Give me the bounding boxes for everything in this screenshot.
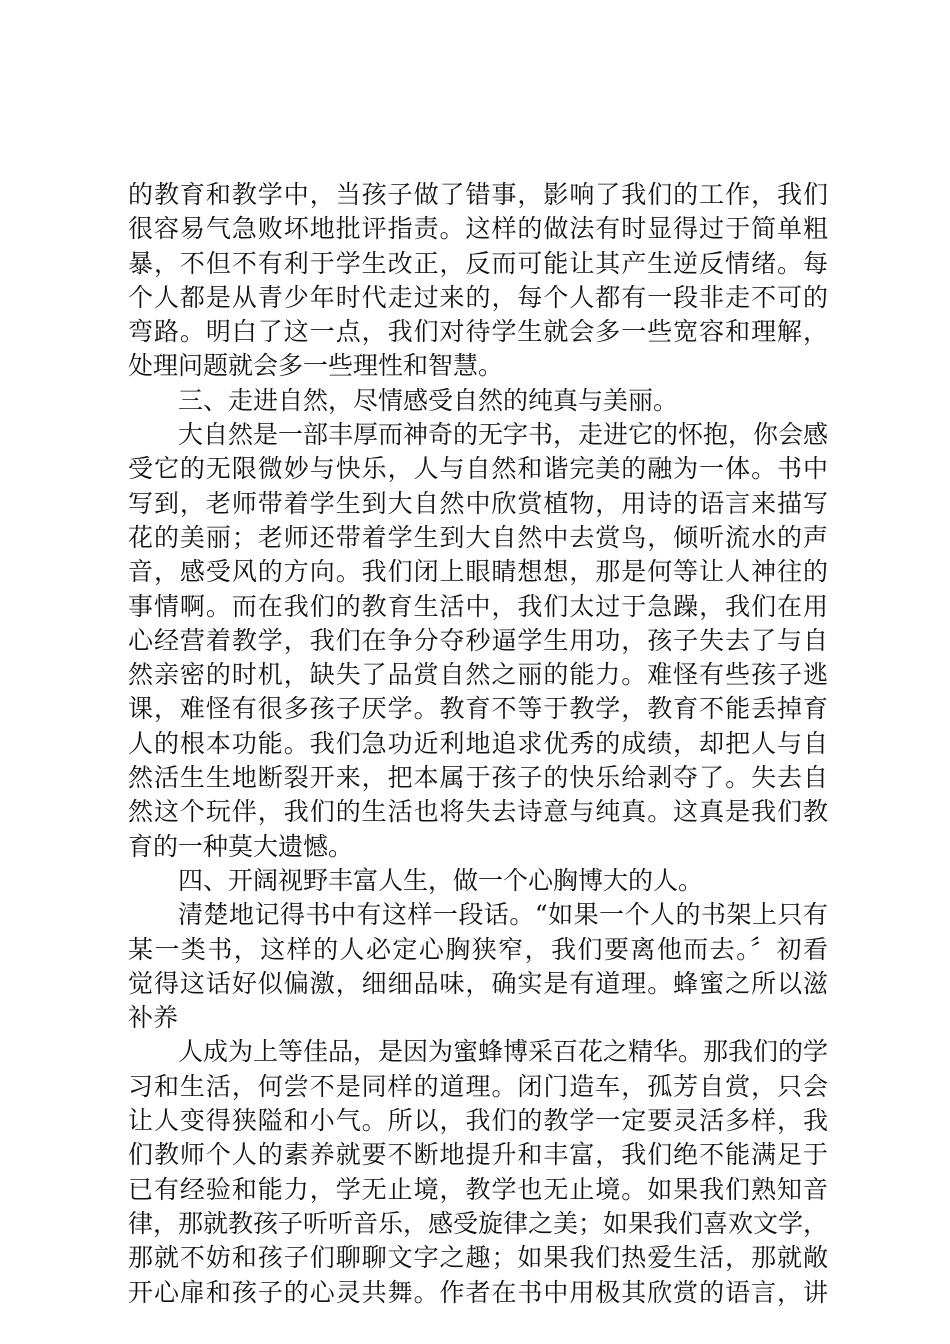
text-line: 开心扉和孩子的心灵共舞。作者在书中用极其欣赏的语言，讲	[128, 1277, 828, 1307]
text-line: 花的美丽；老师还带着学生到大自然中去赏鸟，倾听流水的声	[128, 522, 828, 552]
text-line: 然亲密的时机，缺失了品赏自然之丽的能力。难怪有些孩子逃	[128, 660, 828, 690]
text-line: 人的根本功能。我们急功近利地追求优秀的成绩，却把人与自	[128, 728, 828, 758]
text-line: 补养	[128, 1003, 179, 1033]
text-line: 写到，老师带着学生到大自然中欣赏植物，用诗的语言来描写	[128, 488, 828, 518]
text-line: 个人都是从青少年时代走过来的，每个人都有一段非走不可的	[128, 282, 828, 312]
text-line: 习和生活，何尝不是同样的道理。闭门造车，孤芳自赏，只会	[128, 1071, 828, 1101]
text-line: 心经营着教学，我们在争分夺秒逼学生用功，孩子失去了与自	[128, 625, 828, 655]
text-line: 弯路。明白了这一点，我们对待学生就会多一些宽容和理解，	[128, 317, 828, 347]
text-line: 育的一种莫大遗憾。	[128, 831, 354, 861]
text-line: 清楚地记得书中有这样一段话。“如果一个人的书架上只有	[178, 900, 828, 930]
text-line: 觉得这话好似偏激，细细品味，确实是有道理。蜂蜜之所以滋	[128, 968, 828, 998]
text-line: 大自然是一部丰厚而神奇的无字书，走进它的怀抱，你会感	[178, 420, 829, 450]
text-line: 那就不妨和孩子们聊聊文字之趣；如果我们热爱生活，那就敞	[128, 1243, 828, 1273]
text-line: 某一类书，这样的人必定心胸狭窄，我们要离他而去。〞初看	[128, 934, 828, 964]
text-line: 课，难怪有很多孩子厌学。教育不等于教学，教育不能丢掉育	[128, 694, 828, 724]
text-line: 暴，不但不有利于学生改正，反而可能让其产生逆反情绪。每	[128, 248, 828, 278]
body-text	[128, 178, 828, 1310]
text-line: 已有经验和能力，学无止境，教学也无止境。如果我们熟知音	[128, 1174, 828, 1204]
text-line: 们教师个人的素养就要不断地提升和丰富，我们绝不能满足于	[128, 1140, 828, 1170]
text-line: 很容易气急败坏地批评指责。这样的做法有时显得过于简单粗	[128, 214, 828, 244]
text-line: 音，感受风的方向。我们闭上眼睛想想，那是何等让人神往的	[128, 557, 828, 587]
text-line: 处理问题就会多一些理性和智慧。	[128, 351, 504, 381]
section-heading: 四、开阔视野丰富人生，做一个心胸博大的人。	[178, 865, 704, 895]
text-line: 让人变得狭隘和小气。所以，我们的教学一定要灵活多样，我	[128, 1106, 828, 1136]
text-line: 事情啊。而在我们的教育生活中，我们太过于急躁，我们在用	[128, 591, 828, 621]
text-line: 受它的无限微妙与快乐，人与自然和谐完美的融为一体。书中	[128, 454, 828, 484]
section-heading: 三、走进自然，尽情感受自然的纯真与美丽。	[178, 385, 679, 415]
text-line: 然活生生地断裂开来，把本属于孩子的快乐给剥夺了。失去自	[128, 763, 828, 793]
text-line: 然这个玩伴，我们的生活也将失去诗意与纯真。这真是我们教	[128, 797, 828, 827]
text-line: 的教育和教学中，当孩子做了错事，影响了我们的工作，我们	[128, 180, 828, 209]
text-line: 律，那就教孩子听听音乐，感受旋律之美；如果我们喜欢文学，	[128, 1208, 829, 1238]
text-line: 人成为上等佳品，是因为蜜蜂博采百花之精华。那我们的学	[178, 1037, 829, 1067]
